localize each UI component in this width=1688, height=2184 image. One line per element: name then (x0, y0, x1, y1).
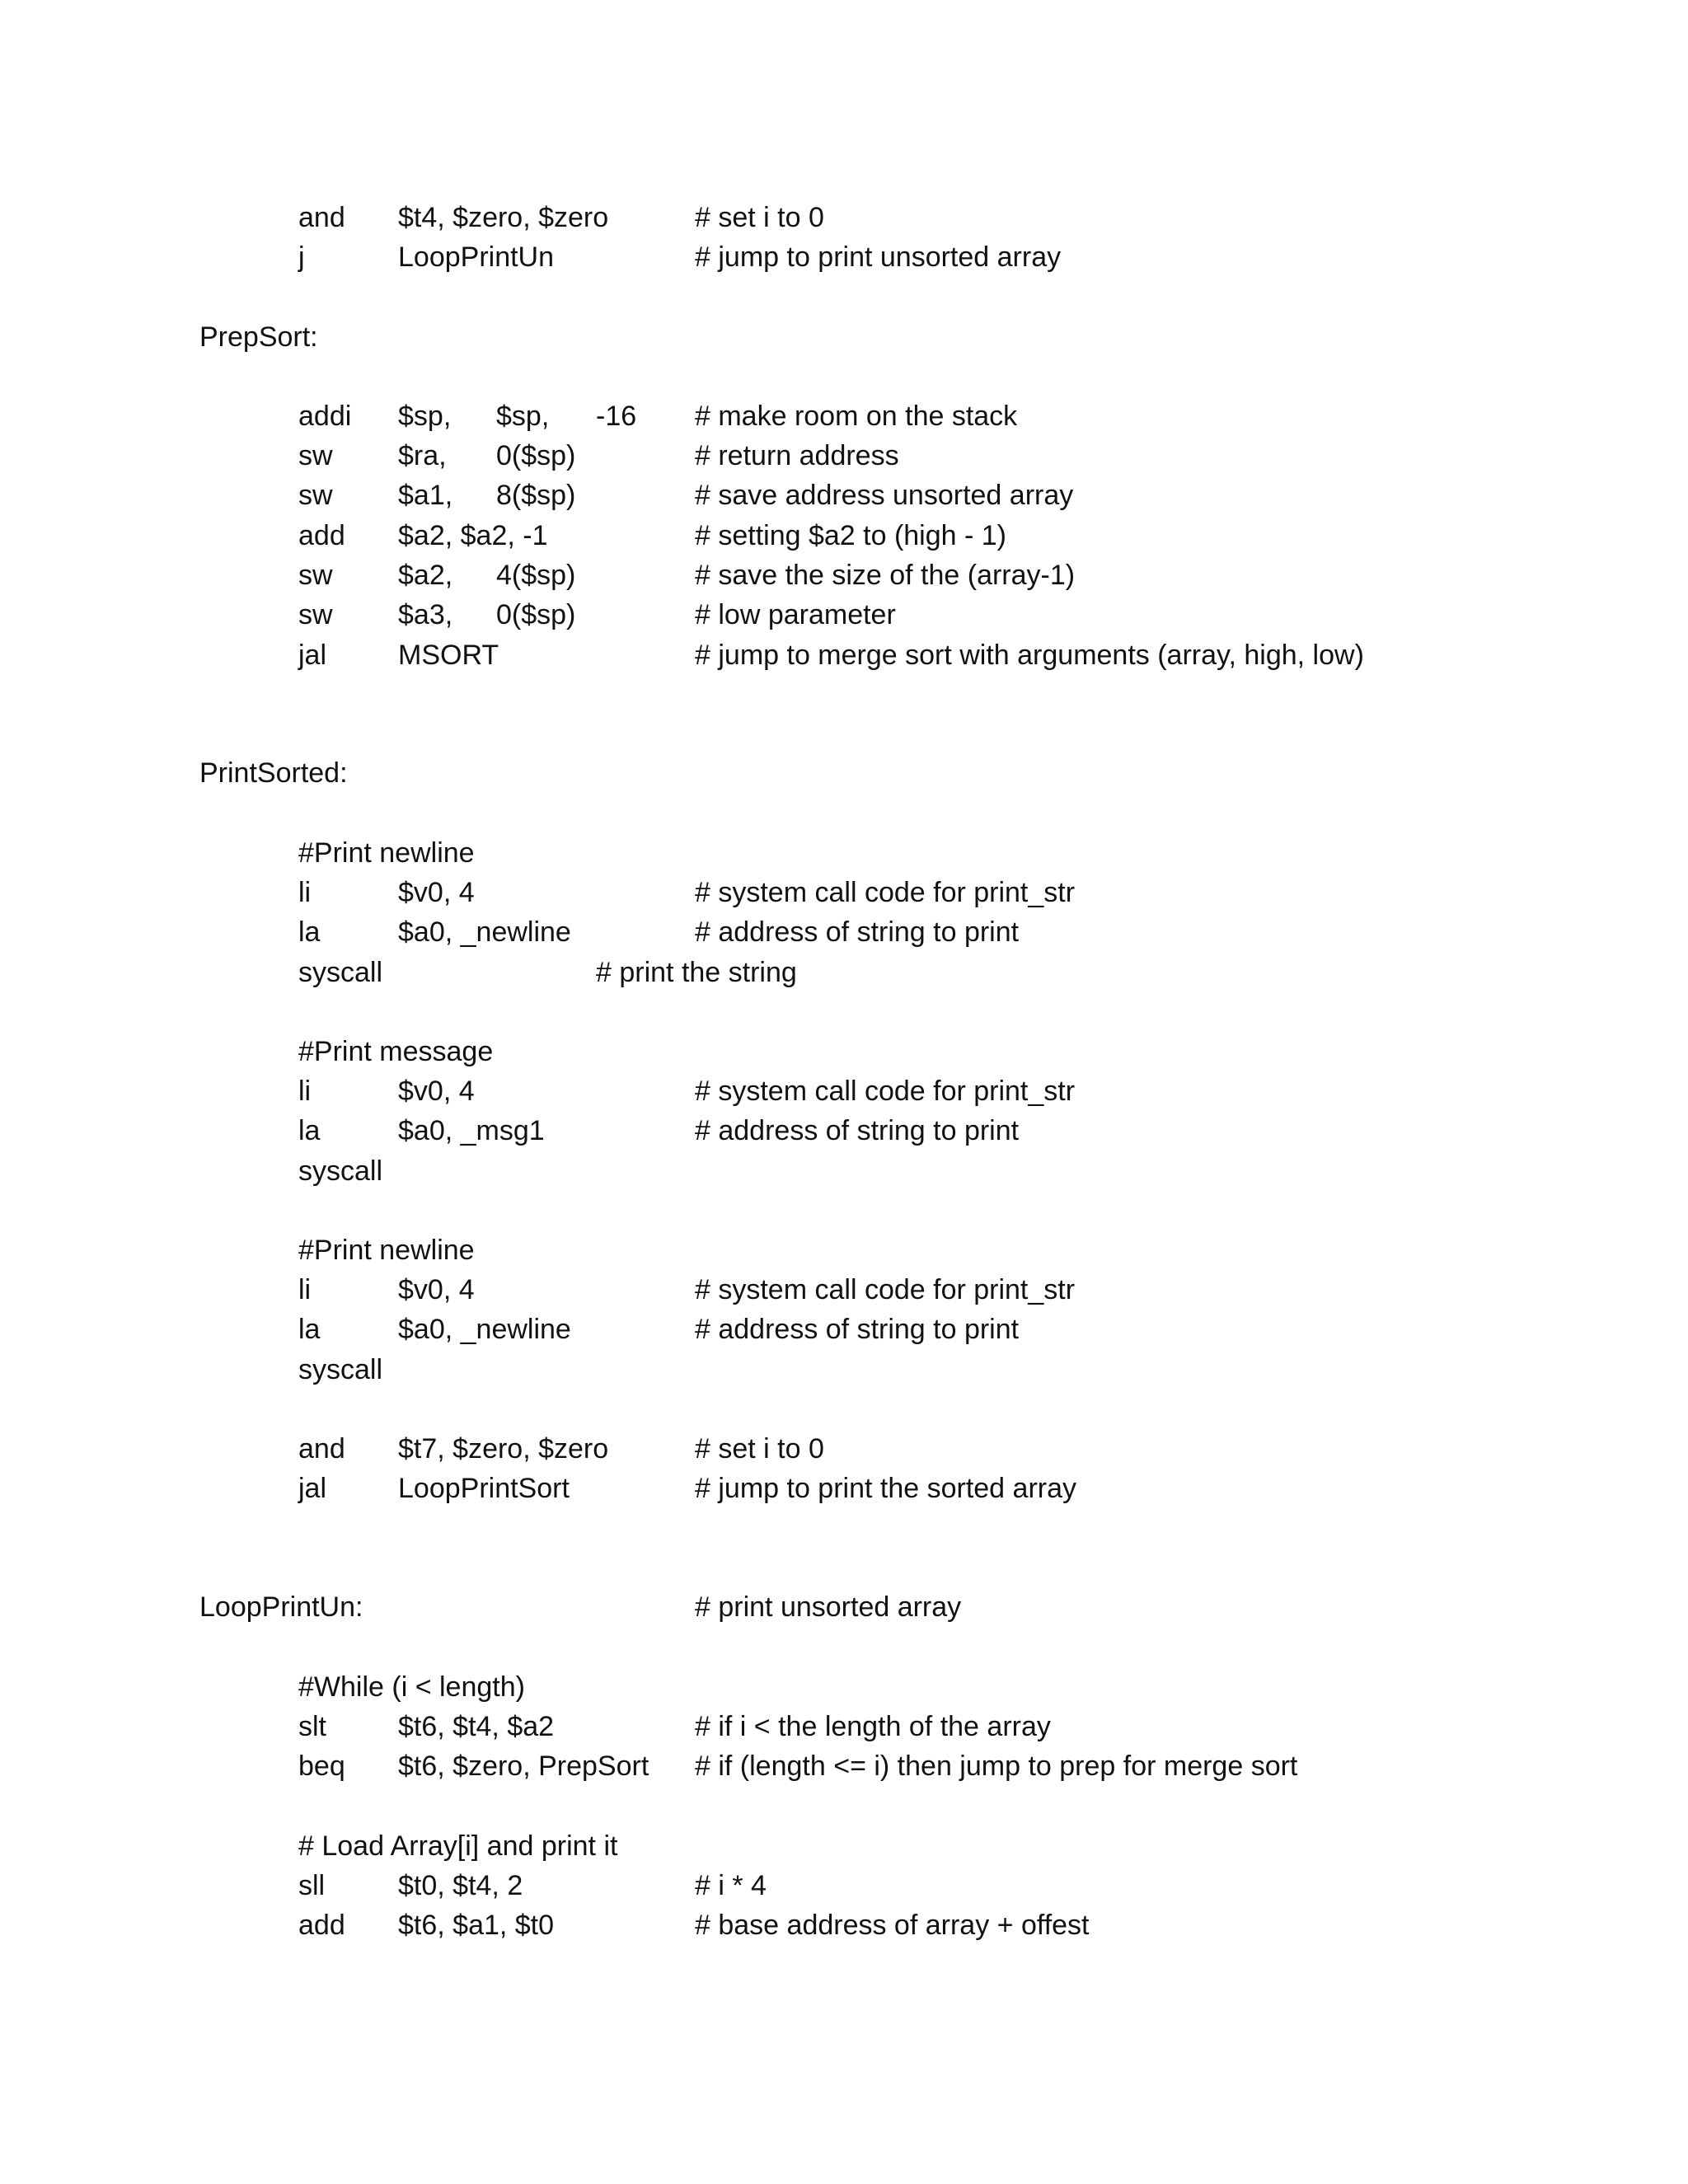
instruction-args: MSORT (398, 640, 499, 671)
instruction-args: $a0, _newline (398, 1314, 571, 1345)
instruction-op: slt (298, 1711, 326, 1742)
instruction-arg: 4($sp) (496, 560, 576, 591)
instruction-comment: # jump to print unsorted array (695, 241, 1062, 273)
instruction-arg: 0($sp) (496, 599, 576, 630)
instruction-args: LoopPrintUn (398, 241, 555, 273)
instruction-comment: # address of string to print (695, 916, 1020, 948)
instruction-comment: # jump to print the sorted array (695, 1473, 1077, 1504)
instruction-op: li (298, 1076, 312, 1107)
instruction-op: jal (298, 640, 327, 671)
instruction-comment: # make room on the stack (695, 401, 1018, 432)
instruction-comment: # system call code for print_str (695, 877, 1076, 908)
instruction-comment: # low parameter (695, 599, 896, 630)
instruction-comment: # save address unsorted array (695, 480, 1074, 511)
instruction-comment: # system call code for print_str (695, 1076, 1076, 1107)
instruction-arg: $sp, (398, 401, 452, 432)
instruction-args: $t6, $a1, $t0 (398, 1910, 555, 1941)
instruction-args: $v0, 4 (398, 1076, 475, 1107)
code-comment: #Print newline (298, 1235, 475, 1266)
instruction-args: $a0, _newline (398, 916, 571, 948)
code-comment: #While (i < length) (298, 1671, 525, 1703)
instruction-args: $t6, $zero, PrepSort (398, 1750, 649, 1782)
instruction-comment: # save the size of the (array-1) (695, 560, 1076, 591)
instruction-op: syscall (298, 957, 383, 988)
instruction-op: li (298, 1274, 312, 1305)
instruction-comment: # system call code for print_str (695, 1274, 1076, 1305)
instruction-comment: # if (length <= i) then jump to prep for merge sort (695, 1750, 1298, 1782)
code-label: PrepSort: (199, 321, 318, 353)
instruction-comment: # base address of array + offest (695, 1910, 1090, 1941)
instruction-op: li (298, 877, 312, 908)
instruction-op: j (298, 241, 305, 273)
instruction-args: $t7, $zero, $zero (398, 1433, 609, 1465)
instruction-arg: $ra, (398, 440, 447, 471)
label-comment: # print unsorted array (695, 1591, 962, 1623)
instruction-arg: $a2, (398, 560, 453, 591)
instruction-op: add (298, 520, 345, 551)
instruction-op: sw (298, 480, 333, 511)
instruction-args: LoopPrintSort (398, 1473, 570, 1504)
instruction-op: beq (298, 1750, 345, 1782)
instruction-op: syscall (298, 1155, 383, 1187)
instruction-comment: # address of string to print (695, 1115, 1020, 1146)
instruction-comment: # set i to 0 (695, 1433, 824, 1465)
instruction-comment: # jump to merge sort with arguments (array, high, low) (695, 640, 1364, 671)
instruction-comment: # setting $a2 to (high - 1) (695, 520, 1007, 551)
instruction-args: $v0, 4 (398, 877, 475, 908)
instruction-op: addi (298, 401, 352, 432)
instruction-comment: # set i to 0 (695, 202, 824, 233)
instruction-op: and (298, 1433, 345, 1465)
instruction-comment: # i * 4 (695, 1870, 767, 1901)
instruction-op: jal (298, 1473, 327, 1504)
code-label: LoopPrintUn: (199, 1591, 363, 1623)
instruction-arg: $a3, (398, 599, 453, 630)
instruction-op: and (298, 202, 345, 233)
instruction-op: sw (298, 560, 333, 591)
instruction-op: sw (298, 440, 333, 471)
instruction-op: la (298, 916, 321, 948)
instruction-comment: # if i < the length of the array (695, 1711, 1051, 1742)
instruction-arg: 8($sp) (496, 480, 576, 511)
instruction-op: la (298, 1314, 321, 1345)
instruction-op: syscall (298, 1354, 383, 1385)
instruction-args: $t0, $t4, 2 (398, 1870, 523, 1901)
instruction-comment: # print the string (596, 957, 797, 988)
instruction-arg: $a1, (398, 480, 453, 511)
instruction-arg: $sp, (496, 401, 550, 432)
instruction-args: $a2, $a2, -1 (398, 520, 548, 551)
instruction-op: la (298, 1115, 321, 1146)
code-comment: # Load Array[i] and print it (298, 1830, 618, 1862)
instruction-comment: # return address (695, 440, 899, 471)
instruction-args: $a0, _msg1 (398, 1115, 545, 1146)
instruction-op: add (298, 1910, 345, 1941)
instruction-op: sw (298, 599, 333, 630)
instruction-args: $v0, 4 (398, 1274, 475, 1305)
code-comment: #Print newline (298, 837, 475, 869)
instruction-arg: 0($sp) (496, 440, 576, 471)
instruction-op: sll (298, 1870, 326, 1901)
instruction-args: $t4, $zero, $zero (398, 202, 609, 233)
code-label: PrintSorted: (199, 757, 348, 789)
instruction-comment: # address of string to print (695, 1314, 1020, 1345)
instruction-arg: -16 (596, 401, 637, 432)
instruction-args: $t6, $t4, $a2 (398, 1711, 555, 1742)
code-comment: #Print message (298, 1036, 494, 1067)
